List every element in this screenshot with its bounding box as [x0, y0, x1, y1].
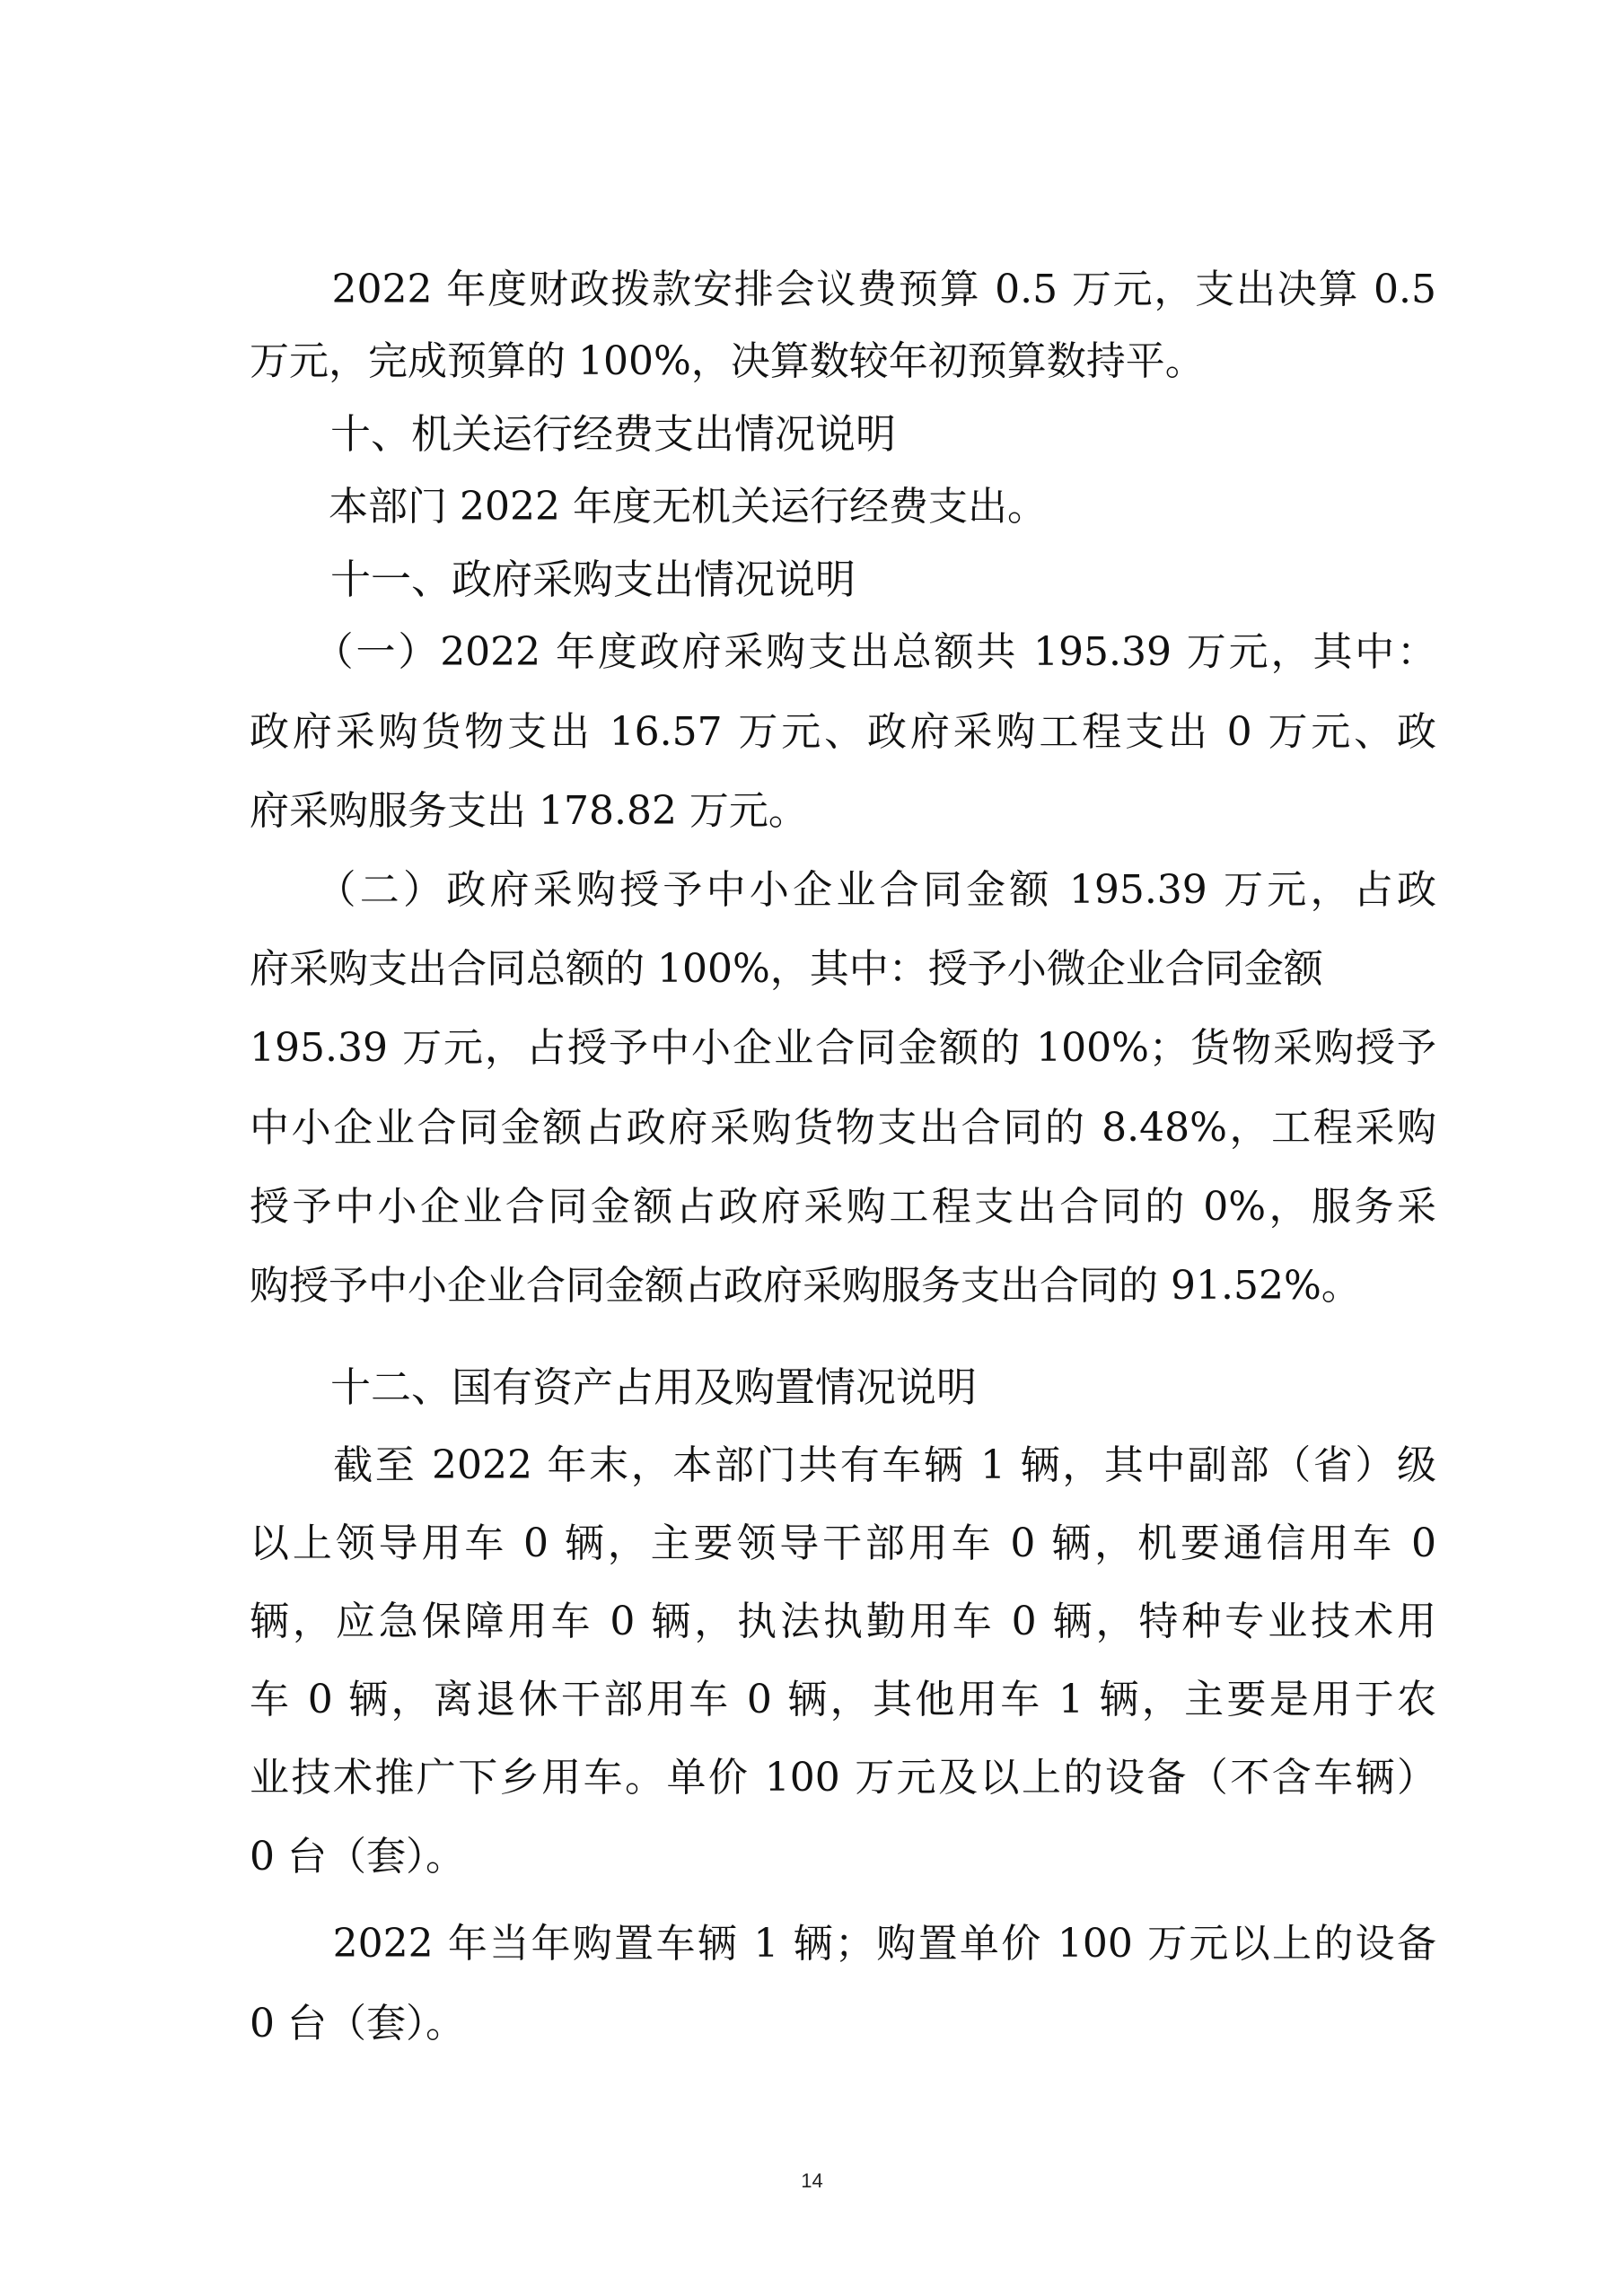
section-12-para-1-line-2: 以上领导用车 0 辆，主要领导干部用车 0 辆，机要通信用车 0 — [250, 1520, 1436, 1566]
section-11-para-1-line-2: 政府采购货物支出 16.57 万元、政府采购工程支出 0 万元、政 — [250, 709, 1436, 755]
section-11-heading: 十一、政府采购支出情况说明 — [250, 556, 856, 603]
section-12-para-1-line-3: 辆，应急保障用车 0 辆，执法执勤用车 0 辆，特种专业技术用 — [250, 1599, 1436, 1644]
section-12-para-1-line-1: 截至 2022 年末，本部门共有车辆 1 辆，其中副部（省）级 — [250, 1442, 1436, 1488]
section-10-heading: 十、机关运行经费支出情况说明 — [250, 410, 897, 458]
section-12-para-1-line-4: 车 0 辆，离退休干部用车 0 辆，其他用车 1 辆，主要是用于农 — [250, 1677, 1436, 1722]
meeting-expense-line-2: 万元，完成预算的 100%，决算数较年初预算数持平。 — [250, 338, 1205, 384]
section-12-para-2-line-2: 0 台（套）。 — [250, 2001, 465, 2046]
section-11-para-1-line-1: （一）2022 年度政府采购支出总额共 195.39 万元，其中： — [250, 629, 1436, 675]
section-12-para-1-line-5: 业技术推广下乡用车。单价 100 万元及以上的设备（不含车辆） — [250, 1755, 1436, 1801]
meeting-expense-line-1: 2022 年度财政拨款安排会议费预算 0.5 万元，支出决算 0.5 — [250, 267, 1436, 312]
section-11-para-2-line-6: 购授予中小企业合同金额占政府采购服务支出合同的 91.52%。 — [250, 1263, 1361, 1309]
section-11-para-2-line-1: （二）政府采购授予中小企业合同金额 195.39 万元，占政 — [250, 867, 1436, 913]
section-11-para-2-line-4: 中小企业合同金额占政府采购货物支出合同的 8.48%，工程采购 — [250, 1105, 1436, 1151]
section-11-para-2-line-3: 195.39 万元，占授予中小企业合同金额的 100%；货物采购授予 — [250, 1025, 1436, 1071]
section-11-para-1-line-3: 府采购服务支出 178.82 万元。 — [250, 788, 808, 834]
section-11-para-2-line-5: 授予中小企业合同金额占政府采购工程支出合同的 0%，服务采 — [250, 1184, 1436, 1230]
section-12-para-1-line-6: 0 台（套）。 — [250, 1834, 465, 1880]
section-11-para-2-line-2: 府采购支出合同总额的 100%，其中：授予小微企业合同金额 — [250, 946, 1323, 992]
section-12-heading: 十二、国有资产占用及购置情况说明 — [250, 1363, 978, 1411]
section-10-body: 本部门 2022 年度无机关运行经费支出。 — [250, 484, 1047, 530]
section-12-para-2-line-1: 2022 年当年购置车辆 1 辆；购置单价 100 万元以上的设备 — [250, 1921, 1436, 1967]
page-number: 14 — [801, 2169, 823, 2192]
